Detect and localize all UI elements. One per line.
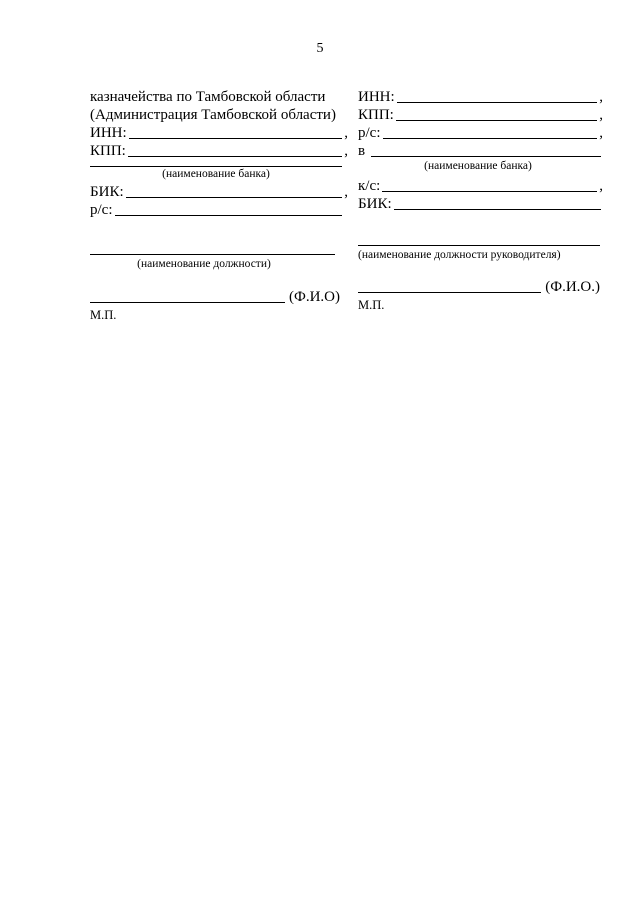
left-inn-field xyxy=(90,124,348,142)
right-ks-label: к/с: xyxy=(358,178,381,194)
left-signature-blank[interactable] xyxy=(90,302,285,303)
left-bik-comma: , xyxy=(344,184,348,200)
right-ks-blank[interactable] xyxy=(382,191,597,192)
left-rs-field xyxy=(90,201,348,219)
right-ks-field xyxy=(358,177,603,195)
right-position-caption: (наименование должности руководителя) xyxy=(358,249,561,261)
right-stamp-label: М.П. xyxy=(358,298,385,312)
right-kpp-comma: , xyxy=(599,107,603,123)
right-bank-caption: (наименование банка) xyxy=(424,160,532,172)
admin-line xyxy=(90,106,348,124)
left-bank-caption: (наименование банка) xyxy=(162,168,270,180)
right-inn-field xyxy=(358,88,603,106)
left-requisites-column xyxy=(90,88,348,322)
left-inn-blank[interactable] xyxy=(129,138,343,139)
left-inn-label: ИНН: xyxy=(90,125,127,141)
right-rs-label: р/с: xyxy=(358,125,381,141)
left-bank-blank[interactable] xyxy=(90,166,342,167)
right-inn-comma: , xyxy=(599,89,603,105)
left-fio-label: (Ф.И.О) xyxy=(288,289,340,305)
left-bik-field xyxy=(90,183,348,201)
right-kpp-field xyxy=(358,106,603,124)
right-bik-field xyxy=(358,195,603,213)
right-inn-blank[interactable] xyxy=(397,102,598,103)
right-bik-label: БИК: xyxy=(358,196,392,212)
left-position-blank[interactable] xyxy=(90,254,335,255)
left-stamp-label: М.П. xyxy=(90,308,117,322)
left-position-caption: (наименование должности) xyxy=(137,258,271,270)
left-bik-label: БИК: xyxy=(90,184,124,200)
right-bank-prefix: в xyxy=(358,143,366,159)
admin-text: (Администрация Тамбовской области) xyxy=(90,107,336,123)
left-kpp-blank[interactable] xyxy=(128,156,342,157)
right-position-blank[interactable] xyxy=(358,245,600,246)
left-rs-blank[interactable] xyxy=(115,215,343,216)
right-signature-line xyxy=(358,278,600,296)
right-ks-comma: , xyxy=(599,178,603,194)
right-bank-blank[interactable] xyxy=(371,156,601,157)
page-number: 5 xyxy=(316,41,324,56)
right-bank-field xyxy=(358,142,603,160)
right-rs-field xyxy=(358,124,603,142)
treasury-text: казначейства по Тамбовской области xyxy=(90,89,326,105)
left-rs-label: р/с: xyxy=(90,202,113,218)
right-rs-blank[interactable] xyxy=(383,138,598,139)
left-kpp-comma: , xyxy=(344,143,348,159)
right-signature-blank[interactable] xyxy=(358,292,541,293)
right-bik-blank[interactable] xyxy=(394,209,601,210)
left-signature-line xyxy=(90,288,340,306)
treasury-line xyxy=(90,88,348,106)
right-requisites-column xyxy=(358,88,603,312)
left-inn-comma: , xyxy=(344,125,348,141)
left-kpp-field xyxy=(90,142,348,160)
left-kpp-label: КПП: xyxy=(90,143,126,159)
right-fio-label: (Ф.И.О.) xyxy=(545,279,600,295)
right-kpp-label: КПП: xyxy=(358,107,394,123)
left-bik-blank[interactable] xyxy=(126,197,343,198)
right-inn-label: ИНН: xyxy=(358,89,395,105)
right-rs-comma: , xyxy=(599,125,603,141)
right-kpp-blank[interactable] xyxy=(396,120,597,121)
